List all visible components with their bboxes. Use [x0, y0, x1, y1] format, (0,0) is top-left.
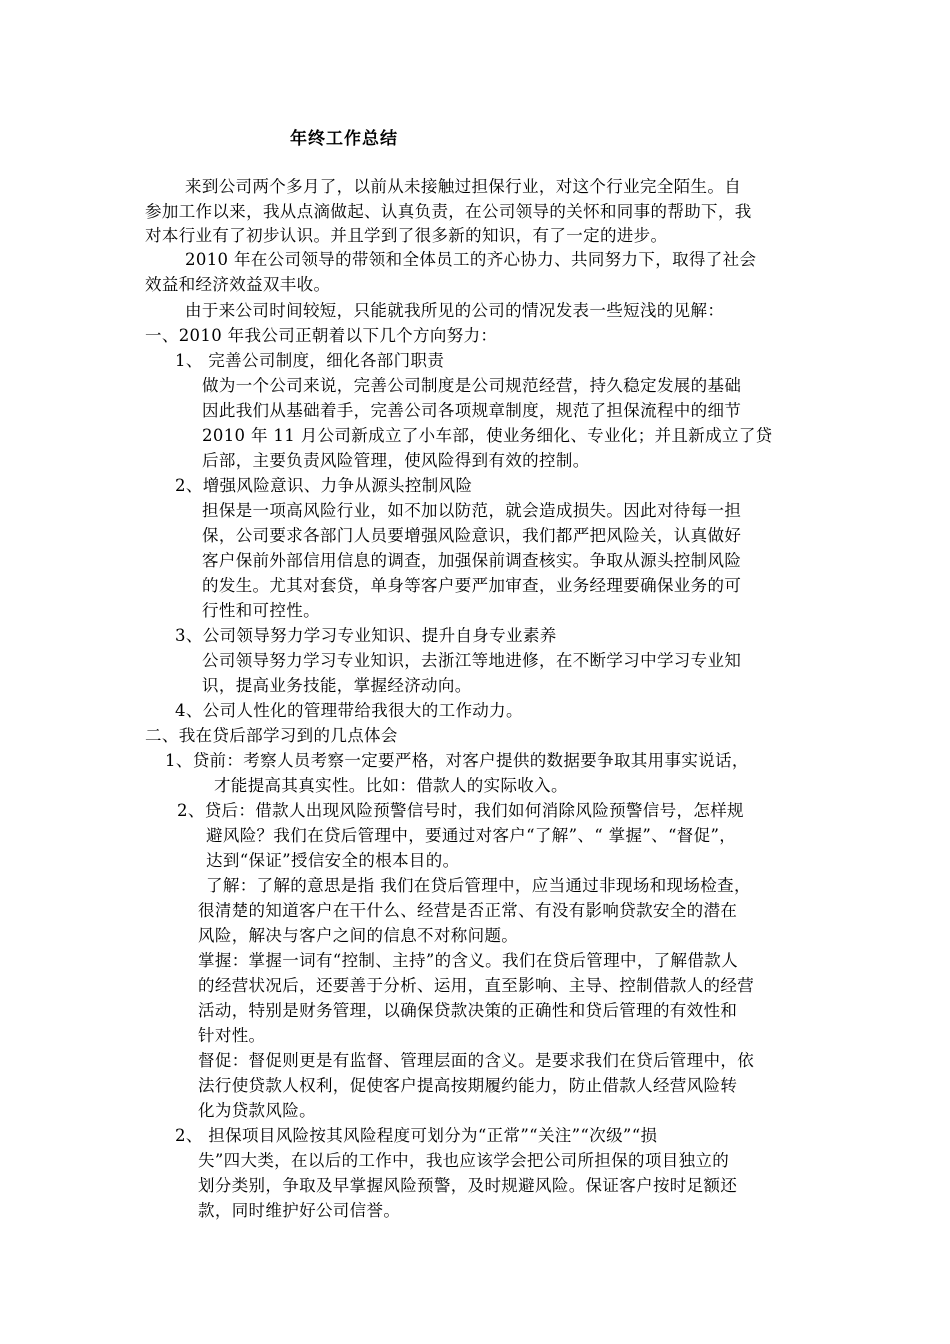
text-line: 担保是一项高风险行业，如不加以防范，就会造成损失。因此对待每一担 [202, 501, 742, 520]
text-line: 达到“保证”授信安全的根本目的。 [206, 851, 460, 870]
text-line: 督促：督促则更是有监督、管理层面的含义。是要求我们在贷后管理中，依 [198, 1051, 755, 1070]
text-line: 保，公司要求各部门人员要增强风险意识，我们都严把风险关，认真做好 [202, 526, 742, 545]
text-line: 失”四大类，在以后的工作中，我也应该学会把公司所担保的项目独立的 [198, 1151, 730, 1170]
list-heading: 2、贷后：借款人出现风险预警信号时，我们如何消除风险预警信号，怎样规 [177, 801, 744, 820]
text-line: 后部，主要负责风险管理，使风险得到有效的控制。 [202, 451, 590, 470]
text-line: 公司领导努力学习专业知识，去浙江等地进修，在不断学习中学习专业知 [202, 651, 742, 670]
section-heading: 一、2010 年我公司正朝着以下几个方向努力： [145, 326, 498, 345]
text-line: 对本行业有了初步认识。并且学到了很多新的知识，有了一定的进步。 [145, 226, 668, 245]
text-line: 划分类别，争取及早掌握风险预警，及时规避风险。保证客户按时足额还 [198, 1176, 738, 1195]
text-line: 针对性。 [198, 1026, 266, 1045]
text-line: 因此我们从基础着手，完善公司各项规章制度，规范了担保流程中的细节 [202, 401, 742, 420]
list-heading: 4、公司人性化的管理带给我很大的工作动力。 [175, 701, 523, 720]
text-line: 参加工作以来，我从点滴做起、认真负责，在公司领导的关怀和同事的帮助下，我 [145, 202, 752, 221]
text-line: 避风险？我们在贷后管理中，要通过对客户“了解”、“ 掌握”、“督促”， [206, 826, 737, 845]
document-title: 年终工作总结 [290, 129, 398, 149]
list-heading: 2、 担保项目风险按其风险程度可划分为“正常”“关注”“次级”“损 [175, 1126, 658, 1145]
list-heading: 1、贷前：考察人员考察一定要严格，对客户提供的数据要争取其用事实说话， [165, 751, 749, 770]
text-line: 掌握：掌握一词有“控制、主持”的含义。我们在贷后管理中，了解借款人 [198, 951, 738, 970]
text-line: 款，同时维护好公司信誉。 [198, 1201, 401, 1220]
text-line: 做为一个公司来说，完善公司制度是公司规范经营，持久稳定发展的基础 [202, 376, 742, 395]
text-line: 化为贷款风险。 [198, 1101, 316, 1120]
text-line: 的发生。尤其对套贷，单身等客户要严加审查，业务经理要确保业务的可 [202, 576, 742, 595]
text-line: 2010 年 11 月公司新成立了小车部，使业务细化、专业化；并且新成立了贷 [202, 426, 773, 445]
text-line: 法行使贷款人权利，促使客户提高按期履约能力，防止借款人经营风险转 [198, 1076, 738, 1095]
list-heading: 1、 完善公司制度，细化各部门职责 [175, 351, 445, 370]
text-line: 由于来公司时间较短，只能就我所见的公司的情况发表一些短浅的见解： [185, 301, 725, 320]
text-line: 才能提高其真实性。比如：借款人的实际收入。 [214, 776, 568, 795]
list-heading: 3、公司领导努力学习专业知识、提升自身专业素养 [175, 626, 557, 645]
text-line: 很清楚的知道客户在干什么、经营是否正常、有没有影响贷款安全的潜在 [198, 901, 738, 920]
list-heading: 2、增强风险意识、力争从源头控制风险 [175, 476, 473, 495]
text-line: 效益和经济效益双丰收。 [145, 275, 331, 294]
text-line: 风险，解决与客户之间的信息不对称问题。 [198, 926, 519, 945]
text-line: 客户保前外部信用信息的调查，加强保前调查核实。争取从源头控制风险 [202, 551, 742, 570]
text-line: 的经营状况后，还要善于分析、运用，直至影响、主导、控制借款人的经营 [198, 976, 755, 995]
text-line: 2010 年在公司领导的带领和全体员工的齐心协力、共同努力下，取得了社会 [185, 250, 757, 269]
text-line: 了解：了解的意思是指 我们在贷后管理中，应当通过非现场和现场检查， [206, 876, 751, 895]
text-line: 行性和可控性。 [202, 601, 320, 620]
text-line: 活动，特别是财务管理，以确保贷款决策的正确性和贷后管理的有效性和 [198, 1001, 738, 1020]
section-heading: 二、我在贷后部学习到的几点体会 [145, 726, 398, 745]
text-line: 来到公司两个多月了，以前从未接触过担保行业，对这个行业完全陌生。自 [185, 177, 742, 196]
text-line: 识，提高业务技能，掌握经济动向。 [202, 676, 472, 695]
